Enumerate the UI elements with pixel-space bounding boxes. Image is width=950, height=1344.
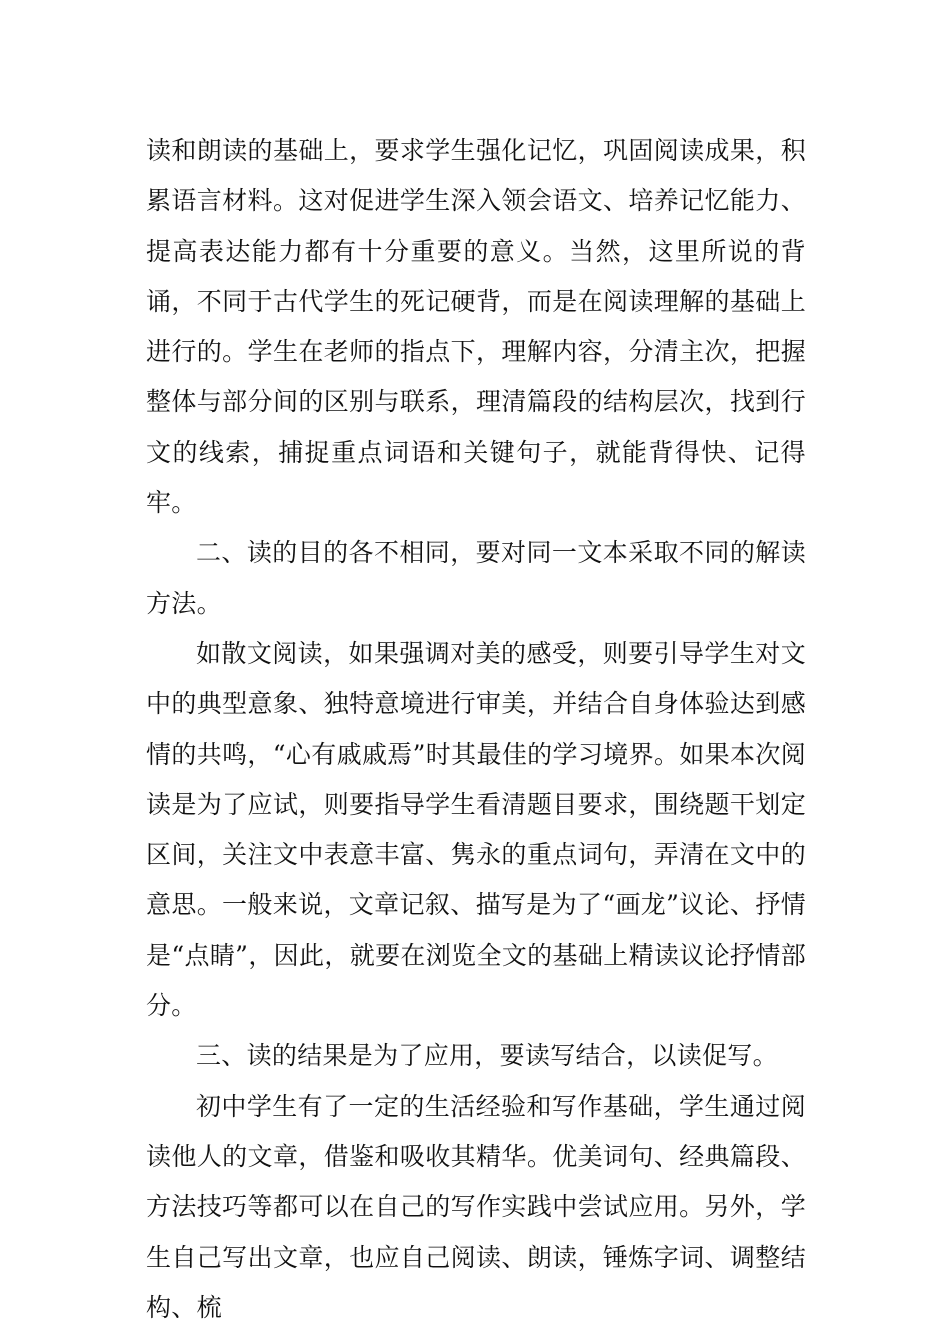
document-body [146,126,806,1333]
paragraph-1: 读和朗读的基础上，要求学生强化记忆，巩固阅读成果，积累语言材料。这对促进学生深入领会语文、培养记忆能力、提高表达能力都有十分重要的意义。当然，这里所说的背诵，不同于古代学生的死记硬背，而是在阅读理解的基础上进行的。学生在老师的指点下，理解内容，分清主次，把握整体与部分间的区别与联系，理清篇段的结构层次，找到行文的线索，捕捉重点词语和关键句子，就能背得快、记得牢。 [146,136,806,518]
paragraph-2: 二、读的目的各不相同，要对同一文本采取不同的解读方法。 [146,538,806,618]
paragraph-5: 初中学生有了一定的生活经验和写作基础，学生通过阅读他人的文章，借鉴和吸收其精华。优美词句、经典篇段、方法技巧等都可以在自己的写作实践中尝试应用。另外，学生自己写出文章，也应自己阅读、朗读，锤炼字词、调整结构、梳 [146,1091,806,1322]
paragraph-3: 如散文阅读，如果强调对美的感受，则要引导学生对文中的典型意象、独特意境进行审美，并结合自身体验达到感情的共鸣，“心有戚戚焉”时其最佳的学习境界。如果本次阅读是为了应试，则要指导学生看清题目要求，围绕题干划定区间，关注文中表意丰富、隽永的重点词句，弄清在文中的意思。一般来说，文章记叙、描写是为了“画龙”议论、抒情是“点睛”，因此，就要在浏览全文的基础上精读议论抒情部分。 [146,638,806,1021]
paragraph-4: 三、读的结果是为了应用，要读写结合，以读促写。 [196,1041,778,1071]
